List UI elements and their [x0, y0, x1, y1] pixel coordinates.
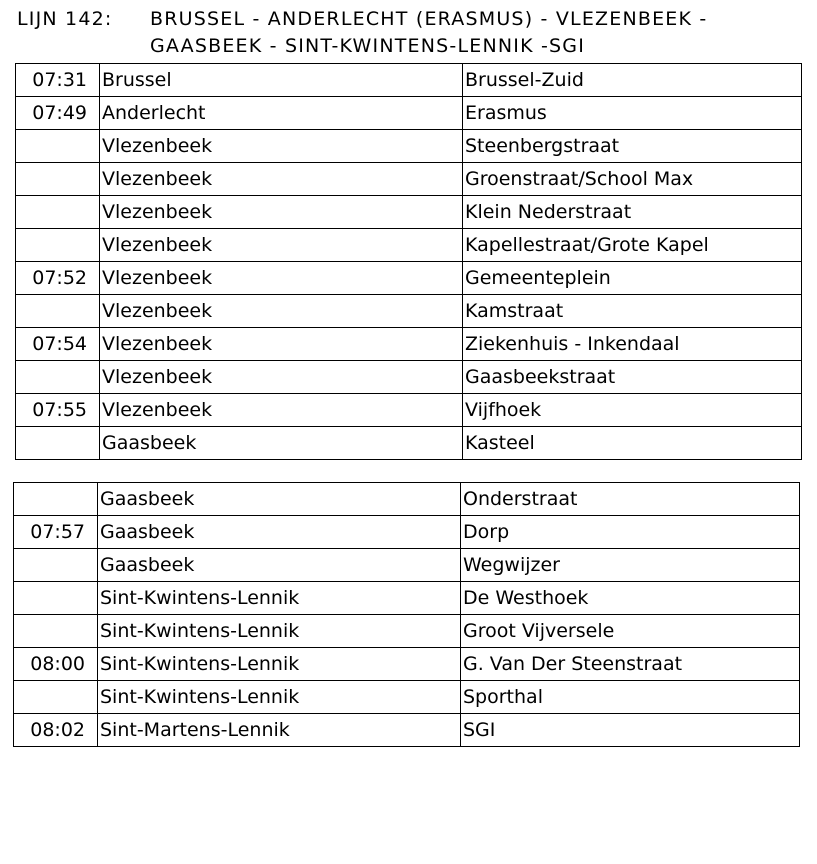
time-cell	[14, 615, 98, 648]
time-cell	[16, 361, 100, 394]
table-row	[16, 64, 802, 97]
route-title-line-2	[17, 33, 707, 60]
timetable-part-1	[15, 63, 802, 460]
municipality-cell: Gaasbeek	[100, 427, 463, 460]
table-row	[16, 130, 802, 163]
table-row	[16, 427, 802, 460]
table-row	[16, 328, 802, 361]
table-row	[16, 229, 802, 262]
stop-cell: Dorp	[461, 516, 800, 549]
time-cell	[16, 427, 100, 460]
time-cell	[14, 681, 98, 714]
time-cell	[16, 130, 100, 163]
municipality-cell: Vlezenbeek	[100, 262, 463, 295]
timetable-part-2	[13, 482, 800, 747]
municipality-cell: Vlezenbeek	[100, 163, 463, 196]
table-row	[14, 681, 800, 714]
time-cell	[16, 163, 100, 196]
stop-cell: G. Van Der Steenstraat	[461, 648, 800, 681]
stop-cell: Onderstraat	[461, 483, 800, 516]
stop-cell: Wegwijzer	[461, 549, 800, 582]
municipality-cell: Gaasbeek	[98, 516, 461, 549]
time-cell: 07:49	[16, 97, 100, 130]
municipality-cell: Vlezenbeek	[100, 328, 463, 361]
stop-cell: Groenstraat/School Max	[463, 163, 802, 196]
time-cell	[16, 229, 100, 262]
table-row	[16, 97, 802, 130]
route-title-text-1: BRUSSEL - ANDERLECHT (ERASMUS) - VLEZENBEEK -	[150, 8, 708, 30]
time-cell: 07:55	[16, 394, 100, 427]
stop-cell: SGI	[461, 714, 800, 747]
time-cell	[14, 549, 98, 582]
municipality-cell: Vlezenbeek	[100, 295, 463, 328]
time-cell: 07:31	[16, 64, 100, 97]
table-row	[16, 163, 802, 196]
stop-cell: Gemeenteplein	[463, 262, 802, 295]
table-row	[16, 196, 802, 229]
time-cell: 08:02	[14, 714, 98, 747]
stop-cell: Sporthal	[461, 681, 800, 714]
table-row	[14, 483, 800, 516]
municipality-cell: Vlezenbeek	[100, 196, 463, 229]
table-row	[14, 516, 800, 549]
municipality-cell: Vlezenbeek	[100, 361, 463, 394]
stop-cell: Kamstraat	[463, 295, 802, 328]
table-row	[16, 262, 802, 295]
time-cell	[16, 196, 100, 229]
time-cell: 08:00	[14, 648, 98, 681]
table-row	[14, 714, 800, 747]
stop-cell: Erasmus	[463, 97, 802, 130]
table-row	[16, 394, 802, 427]
municipality-cell: Gaasbeek	[98, 549, 461, 582]
stop-cell: Steenbergstraat	[463, 130, 802, 163]
municipality-cell: Sint-Kwintens-Lennik	[98, 681, 461, 714]
time-cell: 07:54	[16, 328, 100, 361]
table-row	[16, 295, 802, 328]
municipality-cell: Sint-Kwintens-Lennik	[98, 648, 461, 681]
municipality-cell: Sint-Kwintens-Lennik	[98, 615, 461, 648]
time-cell	[14, 483, 98, 516]
route-title	[17, 6, 707, 60]
municipality-cell: Sint-Martens-Lennik	[98, 714, 461, 747]
stop-cell: Klein Nederstraat	[463, 196, 802, 229]
table-row	[14, 549, 800, 582]
stop-cell: Ziekenhuis - Inkendaal	[463, 328, 802, 361]
stop-cell: Brussel-Zuid	[463, 64, 802, 97]
time-cell	[14, 582, 98, 615]
time-cell: 07:52	[16, 262, 100, 295]
table-row	[14, 582, 800, 615]
route-title-text-2: GAASBEEK - SINT-KWINTENS-LENNIK -SGI	[150, 35, 586, 57]
stop-cell: Groot Vijversele	[461, 615, 800, 648]
stop-cell: Vijfhoek	[463, 394, 802, 427]
stop-cell: Kapellestraat/Grote Kapel	[463, 229, 802, 262]
table-row	[14, 615, 800, 648]
time-cell	[16, 295, 100, 328]
route-title-line-1	[17, 6, 707, 33]
table-row	[14, 648, 800, 681]
route-number: LIJN 142:	[17, 8, 113, 30]
municipality-cell: Brussel	[100, 64, 463, 97]
table-row	[16, 361, 802, 394]
stop-cell: De Westhoek	[461, 582, 800, 615]
municipality-cell: Vlezenbeek	[100, 394, 463, 427]
time-cell: 07:57	[14, 516, 98, 549]
municipality-cell: Sint-Kwintens-Lennik	[98, 582, 461, 615]
municipality-cell: Anderlecht	[100, 97, 463, 130]
municipality-cell: Vlezenbeek	[100, 229, 463, 262]
municipality-cell: Gaasbeek	[98, 483, 461, 516]
municipality-cell: Vlezenbeek	[100, 130, 463, 163]
stop-cell: Kasteel	[463, 427, 802, 460]
stop-cell: Gaasbeekstraat	[463, 361, 802, 394]
